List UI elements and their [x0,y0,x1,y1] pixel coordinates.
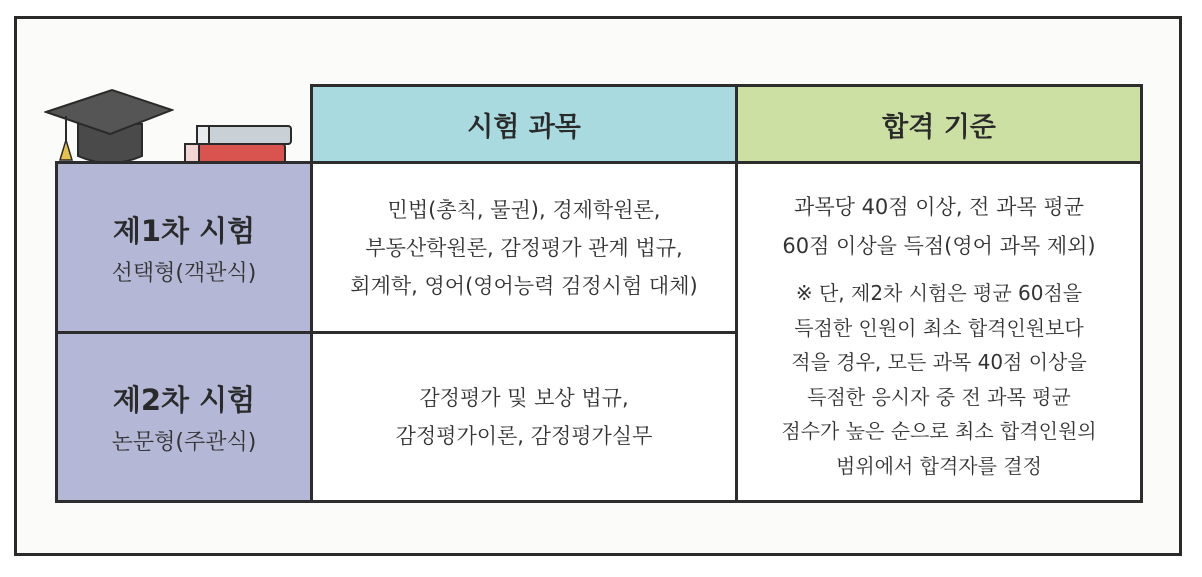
exam-1-label-cell [55,161,313,334]
exam-2-type: 논문형(주관식) [111,430,257,455]
criteria-main-line: 60점 이상을 득점(영어 과목 제외) [782,234,1096,258]
exam-2-subjects-cell [310,331,738,503]
subject-header-label: 시험 과목 [467,111,581,143]
subject-header [310,84,738,164]
criteria-note [781,276,1096,483]
exam-1-type: 선택형(객관식) [111,260,257,286]
criteria-note-line: 득점한 인원이 최소 합격인원보다 [794,315,1084,340]
criteria-header [735,84,1143,164]
exam-1-subject-line: 부동산학원론, 감정평가 관계 법규, [365,235,683,260]
exam-1-subject-line: 회계학, 영어(영어능력 검정시험 대체) [350,273,698,298]
criteria-note-line: 범위에서 합격자를 결정 [836,453,1042,478]
criteria-header-label: 합격 기준 [882,111,996,143]
exam-2-subject-line: 감정평가이론, 감정평가실무 [395,424,653,448]
criteria-note-line: 점수가 높은 순으로 최소 합격인원의 [781,419,1097,443]
criteria-note-line: 적을 경우, 모든 과목 40점 이상을 [791,350,1087,374]
exam-2-subject-line: 감정평가 및 보상 법규, [419,386,629,410]
criteria-note-line: ※ 단, 제2차 시험은 평균 60점을 [795,281,1083,305]
criteria-cell [735,161,1143,503]
criteria-main-line: 과목당 40점 이상, 전 과목 평균 [794,195,1084,219]
criteria-note-line: 득점한 응시자 중 전 과목 평균 [807,384,1071,409]
exam-2-label-cell [55,331,313,503]
books-icon [183,124,295,166]
exam-1-subject-line: 민법(총칙, 물권), 경제학원론, [387,197,661,222]
exam-1-title: 제1차 시험 [112,213,256,248]
exam-1-subjects-cell [310,161,738,334]
criteria-main [782,188,1095,266]
exam-2-title: 제2차 시험 [112,383,256,417]
